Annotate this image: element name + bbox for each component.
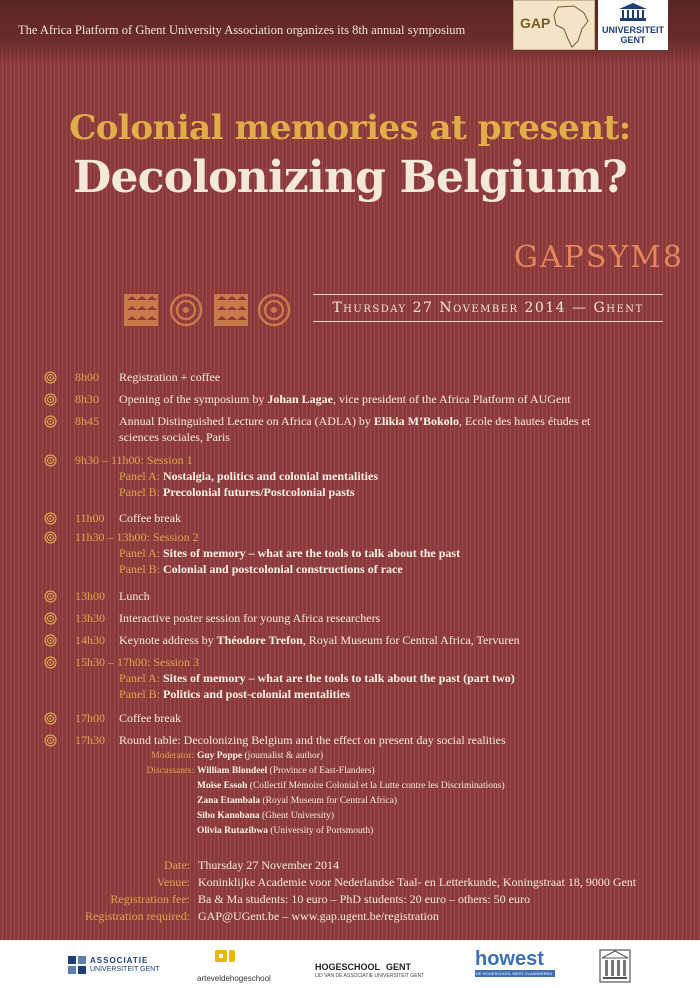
panel-b-label: Panel B: xyxy=(119,562,163,576)
target-bullet-icon xyxy=(44,512,57,525)
moderator xyxy=(197,750,617,763)
african-pattern-motif xyxy=(124,292,294,332)
panel-b-title: Colonial and postcolonial constructions of race xyxy=(163,562,403,576)
artevelde-text: arteveldehogeschool xyxy=(197,974,271,983)
hogeschool-line1 xyxy=(315,962,424,972)
schedule-time: 8h00 xyxy=(75,370,99,384)
discussant-name: William Blondeel xyxy=(197,766,268,776)
description-post: , vice president of the Africa Platform of AUGent xyxy=(333,392,571,406)
hogeschool-gent-word: GENT xyxy=(386,962,412,972)
discussant xyxy=(197,810,617,823)
description-post: , Ecole des hautes études et xyxy=(458,414,591,428)
target-bullet-icon xyxy=(44,734,57,747)
target-bullet-icon xyxy=(44,454,57,467)
discussant-name: Zana Etambala xyxy=(197,796,261,806)
schedule-description xyxy=(119,632,679,648)
discussant-name: Moïse Essoh xyxy=(197,781,248,791)
discussant-note: (Ghent University) xyxy=(259,811,334,821)
description-text: Round table: Decolonizing Belgium and the effect on present day social realities xyxy=(119,733,506,747)
discussant-note: (Royal Museum for Central Africa) xyxy=(260,796,398,806)
academy-emblem-logo xyxy=(598,944,632,988)
schedule-time: 17h30 xyxy=(75,733,105,747)
schedule-time: 17h00 xyxy=(75,711,105,725)
panel-a-label: Panel A: xyxy=(119,671,163,685)
title-line2: Decolonizing Belgium? xyxy=(73,152,627,203)
panel-b-label: Panel B: xyxy=(119,687,163,701)
artevelde-mark-icon xyxy=(215,950,243,972)
discussant xyxy=(197,825,617,838)
gap-logo xyxy=(513,0,595,50)
moderator-name: Guy Poppe xyxy=(197,751,243,761)
panel-a-label: Panel A: xyxy=(119,546,163,560)
description-text: Coffee break xyxy=(119,711,182,725)
schedule-description xyxy=(119,610,679,626)
description-text: Coffee break xyxy=(119,511,182,525)
academy-building-icon xyxy=(598,944,632,984)
panel-b xyxy=(119,561,679,577)
ugent-logo xyxy=(598,0,668,50)
info-value-date: Thursday 27 November 2014 xyxy=(198,858,339,872)
target-bullet-icon xyxy=(44,612,57,625)
discussant-note: (Collectif Mémoire Colonial et la Lutte contre les Discriminations) xyxy=(247,781,505,791)
schedule-time: 13h00 xyxy=(75,589,105,603)
howest-sub: DE HOGESCHOOL WEST-VLAANDEREN xyxy=(475,970,555,977)
description-text: Registration + coffee xyxy=(119,370,221,384)
target-bullet-icon xyxy=(44,415,57,428)
target-bullet-icon xyxy=(44,656,57,669)
description-post: , Royal Museum for Central Africa, Tervuren xyxy=(302,633,520,647)
info-value-registration: GAP@UGent.be – www.gap.ugent.be/registration xyxy=(198,909,439,923)
schedule-description xyxy=(119,413,679,445)
panel-a xyxy=(119,468,679,484)
target-bullet-icon xyxy=(44,712,57,725)
session-time: 11h30 – 13h00: Session 2 xyxy=(75,530,199,544)
speaker-name: Théodore Trefon xyxy=(216,633,303,647)
associatie-square-icon xyxy=(68,956,86,974)
discussants-label: Discussants: xyxy=(146,766,194,776)
panel-b-label: Panel B: xyxy=(119,485,163,499)
panel-b-title: Politics and post-colonial mentalities xyxy=(163,687,350,701)
intro-text: The Africa Platform of Ghent University Association organizes its 8th annual symposium xyxy=(18,23,466,37)
target-bullet-icon xyxy=(44,371,57,384)
info-label-registration: Registration required: xyxy=(85,909,190,923)
session-time: 9h30 – 11h00: Session 1 xyxy=(75,453,193,467)
panel-b xyxy=(119,686,679,702)
info-value-fee: Ba & Ma students: 10 euro – PhD students: 20 euro – others: 50 euro xyxy=(198,892,530,906)
description-text: Lunch xyxy=(119,589,150,603)
schedule-description xyxy=(119,732,679,748)
pattern-icon xyxy=(124,292,294,328)
schedule-time: 8h45 xyxy=(75,414,99,428)
title-line1: Colonial memories at present: xyxy=(69,108,631,148)
date-banner xyxy=(313,294,663,322)
info-label-date: Date: xyxy=(164,858,190,872)
schedule-description xyxy=(119,710,679,726)
header-bar xyxy=(0,0,700,66)
hogeschool-word: HOGESCHOOL xyxy=(315,962,381,972)
panel-a xyxy=(119,545,679,561)
panel-a-title: Sites of memory – what are the tools to talk about the past xyxy=(163,546,461,560)
panel-a-title: Sites of memory – what are the tools to talk about the past (part two) xyxy=(163,671,515,685)
panel-a-label: Panel A: xyxy=(119,469,163,483)
discussant-name: Sibo Kanobana xyxy=(197,811,260,821)
schedule-time: 8h30 xyxy=(75,392,99,406)
schedule-description xyxy=(119,588,679,604)
university-building-icon xyxy=(598,0,668,26)
schedule-description xyxy=(119,369,679,385)
target-bullet-icon xyxy=(44,393,57,406)
description-text: Interactive poster session for young Africa researchers xyxy=(119,611,381,625)
schedule-time: 11h00 xyxy=(75,511,105,525)
discussant-note: (University of Portsmouth) xyxy=(268,826,374,836)
associatie-line2: UNIVERSITEIT GENT xyxy=(90,966,160,973)
session-time: 15h30 – 17h00: Session 3 xyxy=(75,655,200,669)
discussant-note: (Province of East-Flanders) xyxy=(267,766,375,776)
discussant xyxy=(197,765,617,778)
info-label-fee: Registration fee: xyxy=(110,892,190,906)
schedule-description xyxy=(119,391,679,407)
speaker-name: Elikia M’Bokolo xyxy=(373,414,459,428)
symposium-code: GAPSYM8 xyxy=(514,240,684,275)
description-pre: Opening of the symposium by xyxy=(119,392,268,406)
description-pre: Keynote address by xyxy=(119,633,217,647)
schedule-description xyxy=(119,510,679,526)
schedule-time: 13h30 xyxy=(75,611,105,625)
discussant xyxy=(197,780,617,793)
howest-logo xyxy=(475,948,555,978)
howest-text: howest xyxy=(475,948,544,970)
panel-a-title: Nostalgia, politics and colonial mentalities xyxy=(163,469,379,483)
panel-b-title: Precolonial futures/Postcolonial pasts xyxy=(163,485,355,499)
sponsor-footer xyxy=(0,940,700,988)
associatie-line1: ASSOCIATIE xyxy=(90,956,149,965)
target-bullet-icon xyxy=(44,531,57,544)
moderator-note: (journalist & author) xyxy=(242,751,324,761)
moderator-label: Moderator: xyxy=(151,751,194,761)
info-label-venue: Venue: xyxy=(156,875,190,889)
target-bullet-icon xyxy=(44,634,57,647)
speaker-name: Johan Lagae xyxy=(267,392,334,406)
description-pre: Annual Distinguished Lecture on Africa (ADLA) by xyxy=(119,414,374,428)
ugent-logo-line1: UNIVERSITEIT xyxy=(601,25,664,35)
discussant xyxy=(197,795,617,808)
description-line2: sciences sociales, Paris xyxy=(119,430,230,444)
schedule-time: 14h30 xyxy=(75,633,105,647)
ugent-logo-line2: GENT xyxy=(620,35,646,45)
target-bullet-icon xyxy=(44,590,57,603)
hogeschool-sub: LID VAN DE ASSOCIATIE UNIVERSITEIT GENT xyxy=(315,973,425,979)
date-text: Thursday 27 November 2014 — Ghent xyxy=(332,300,644,316)
gap-logo-text: GAP xyxy=(520,15,551,31)
panel-b xyxy=(119,484,679,500)
hogeschool-gent-logo xyxy=(315,962,424,979)
discussant-name: Olivia Rutazibwa xyxy=(197,826,268,836)
info-value-venue: Koninklijke Academie voor Nederlandse Taal- en Letterkunde, Koningstraat 18, 9000 Gent xyxy=(198,875,637,889)
panel-a xyxy=(119,670,679,686)
